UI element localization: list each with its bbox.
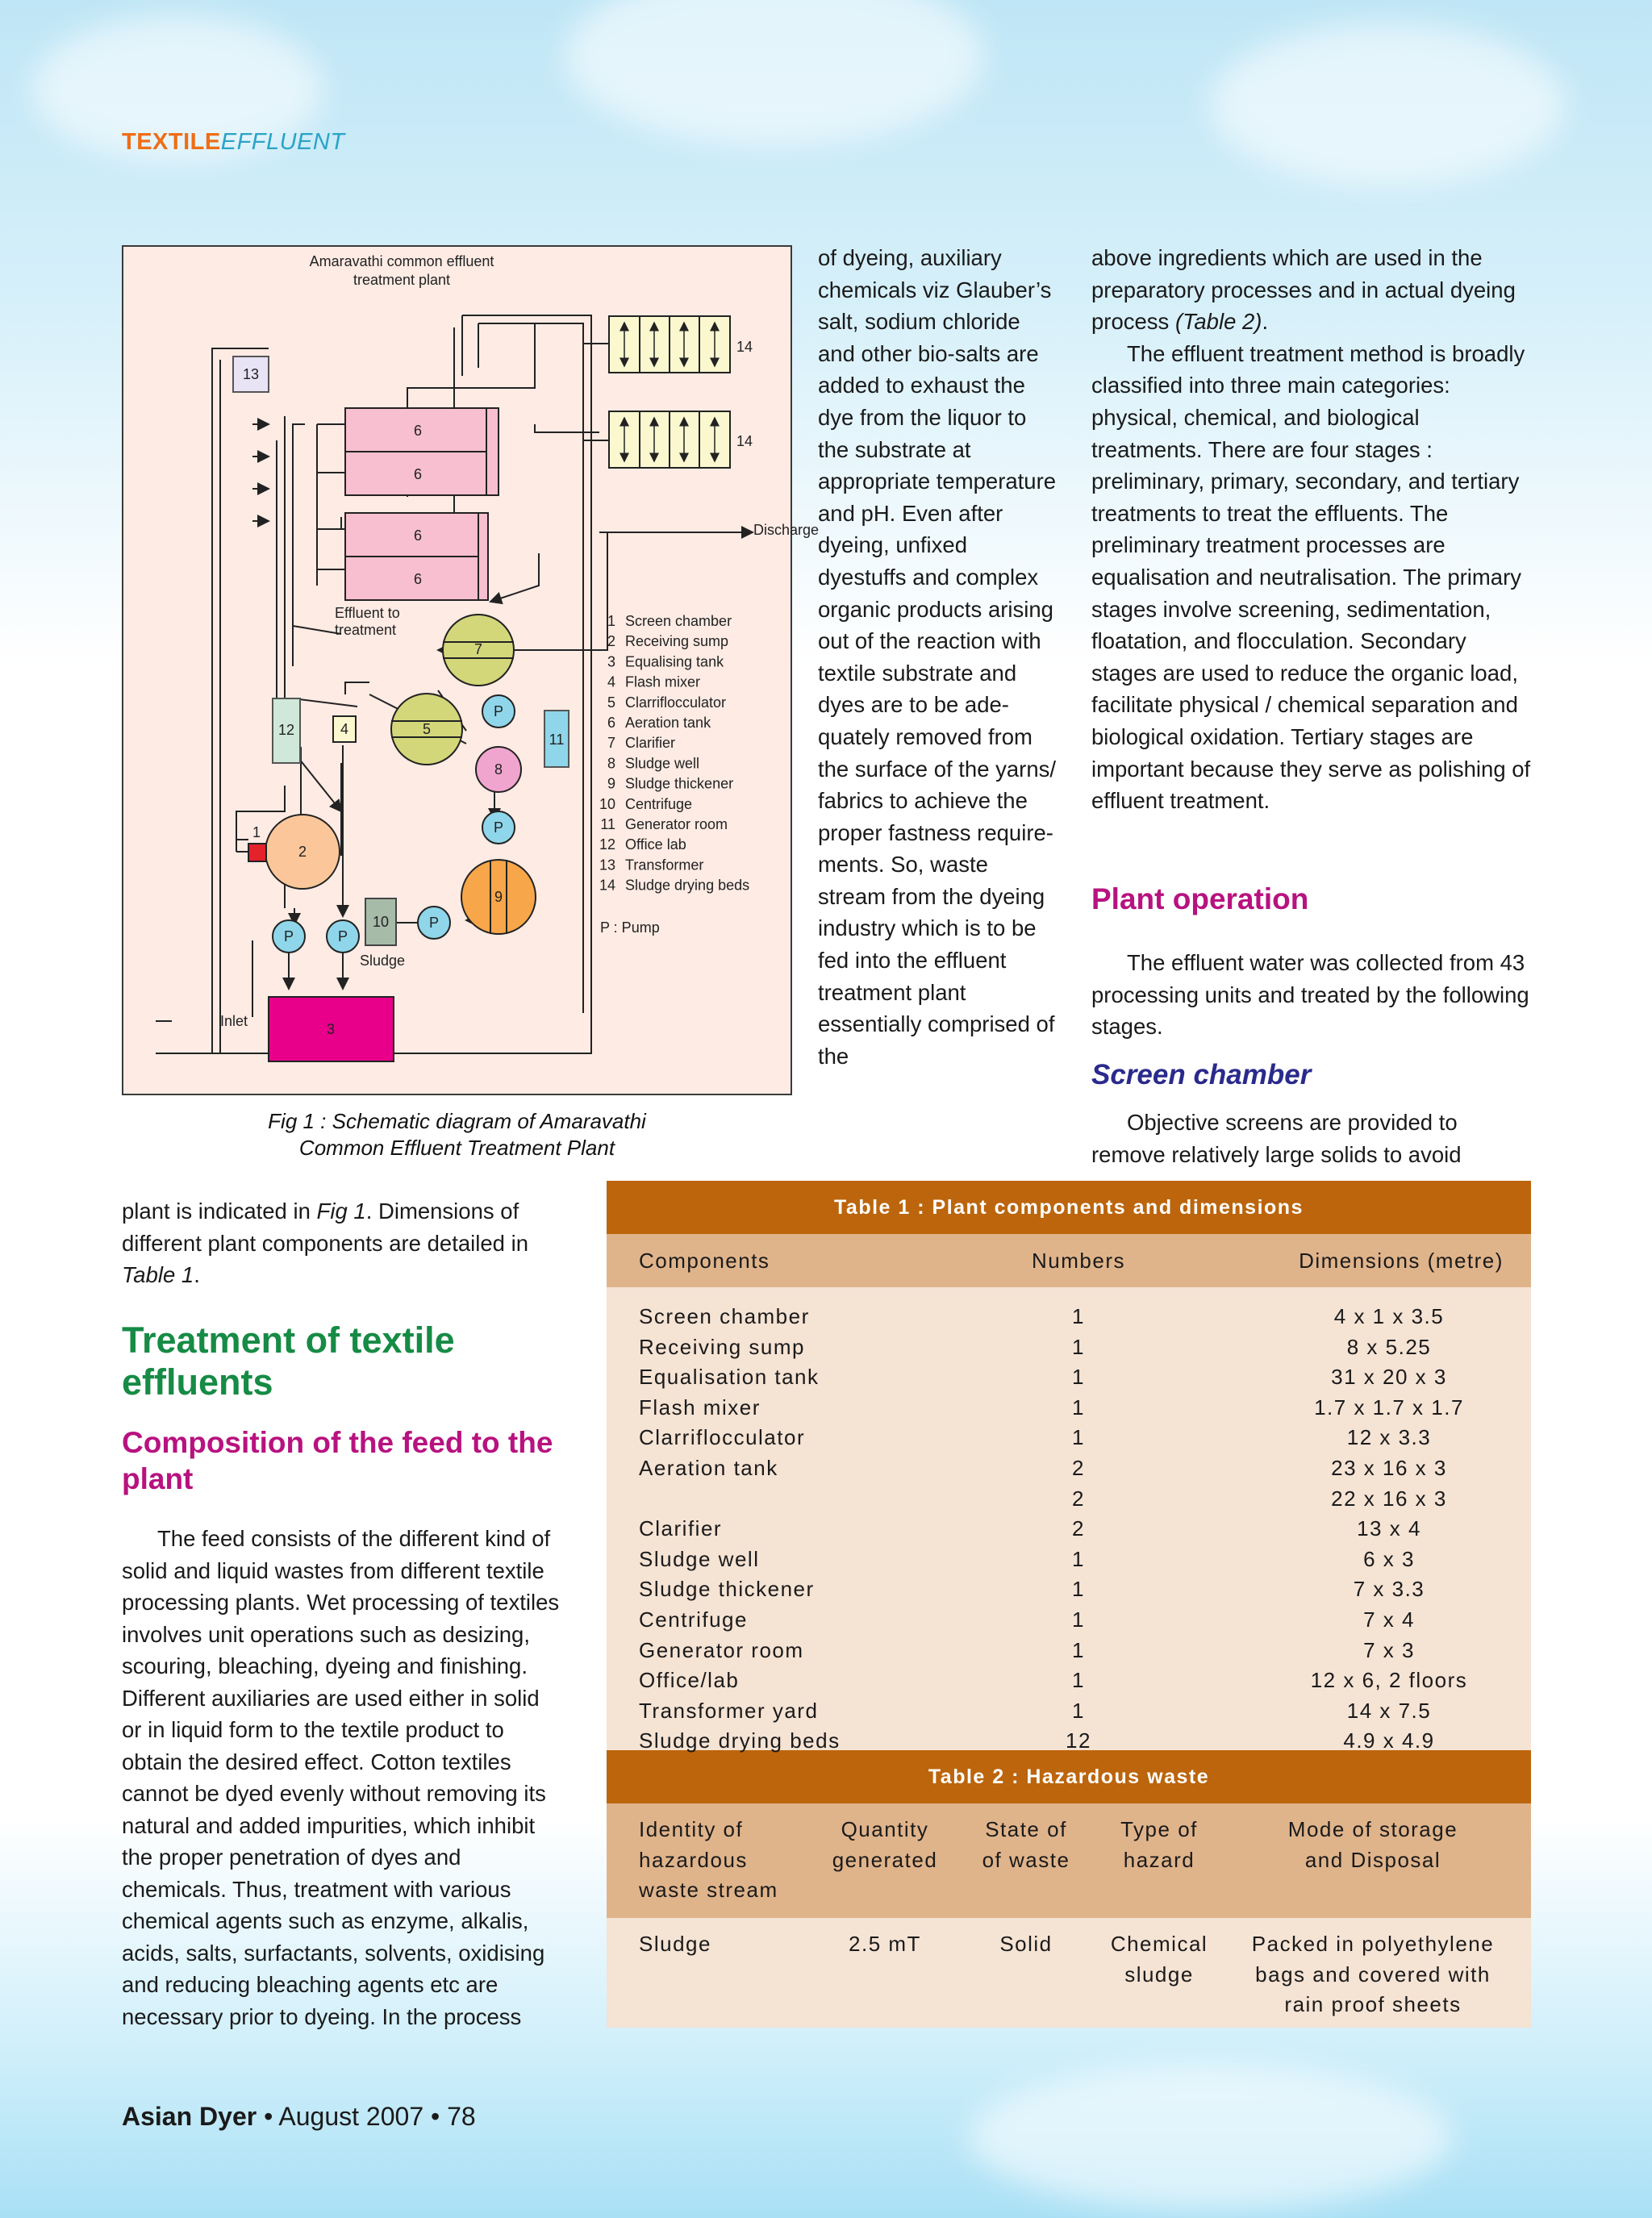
legend-number: 12 [599, 836, 615, 853]
magazine-name: Asian Dyer [122, 2102, 257, 2131]
clarifier-circle [443, 615, 514, 686]
text-span: . [1262, 309, 1269, 335]
table1-cell: 1 [1072, 1365, 1085, 1390]
table2-cell [639, 1929, 800, 1960]
legend-label: Clarriflocculator [625, 694, 727, 711]
table1-cell: 7 x 3 [1363, 1637, 1415, 1662]
legend-number: 7 [607, 735, 615, 752]
table1-cell: 8 x 5.25 [1346, 1334, 1432, 1359]
label-sludge: Sludge [360, 953, 406, 969]
section-tag-italic: EFFLUENT [220, 129, 345, 155]
table2-cell-line: Packed in polyethylene [1251, 1932, 1495, 1956]
receiving-sump-circle [265, 815, 340, 889]
cloud-decoration [565, 0, 984, 145]
table1-row [607, 1636, 1531, 1666]
legend-label: Flash mixer [625, 673, 701, 690]
legend-label: Equalising tank [625, 653, 724, 670]
table1-cell: 1 [1072, 1546, 1085, 1571]
heading-screen-chamber: Screen chamber [1091, 1059, 1312, 1090]
caption-line1: Fig 1 : Schematic diagram of Amaravathi [268, 1109, 646, 1133]
table2-header-line: waste stream [639, 1878, 778, 1903]
table2-cell [1099, 1929, 1220, 1990]
table1-cell: Equalisation tank [639, 1365, 820, 1390]
legend-number: 2 [607, 633, 615, 650]
table1-cell: Sludge well [639, 1546, 760, 1571]
table-reference: Table 1 [122, 1262, 194, 1288]
table1-cell: Centrifuge [639, 1607, 748, 1632]
table1-cell: 31 x 20 x 3 [1331, 1365, 1447, 1390]
label-14a: 14 [736, 339, 753, 355]
label-effluent-to: Effluent to [335, 605, 400, 621]
figure-caption [122, 1108, 792, 1161]
legend-label: Receiving sump [625, 633, 729, 650]
legend-label: Sludge thickener [625, 775, 734, 792]
table1-row [607, 1362, 1531, 1393]
table1-cell: Transformer yard [639, 1698, 819, 1723]
legend-number: 9 [607, 775, 615, 792]
table2-header-line: Type of [1120, 1817, 1198, 1841]
schematic-diagram [123, 247, 820, 1097]
legend-label: Transformer [625, 857, 704, 873]
label-12: 12 [277, 722, 295, 738]
table2-header [607, 1803, 1531, 1918]
table1-cell: Sludge thickener [639, 1577, 815, 1602]
cloud-decoration [1210, 24, 1565, 186]
table1-row [607, 1666, 1531, 1696]
column-right-bottom [1091, 1107, 1533, 1170]
table1-cell: Receiving sump [639, 1334, 805, 1359]
table2-header-cell [1228, 1815, 1518, 1875]
pump-2 [482, 811, 515, 844]
pump-label: P [428, 915, 440, 931]
label-8: 8 [494, 761, 503, 778]
table1-cell: 1 [1072, 1304, 1085, 1328]
legend-label: Clarifier [625, 735, 676, 752]
figure-title-line1: Amaravathi common effluent [309, 253, 494, 269]
table1-header [607, 1234, 1531, 1287]
table1-cell: 23 x 16 x 3 [1331, 1456, 1447, 1480]
table1-cell: 1 [1072, 1607, 1085, 1632]
table1-header-cell: Components [639, 1249, 770, 1273]
table1-cell: 13 x 4 [1357, 1516, 1421, 1541]
table2-title: Table 2 : Hazardous waste [607, 1750, 1531, 1803]
table2-header-cell [1099, 1815, 1220, 1875]
legend-label: Generator room [625, 816, 728, 832]
column-left-body [122, 1523, 561, 2032]
section-tag-bold: TEXTILE [122, 129, 221, 155]
text-span: . Dimensions of different plant components are detailed in [122, 1199, 528, 1256]
section-tag [122, 129, 345, 156]
cloud-decoration [968, 2065, 1452, 2210]
pump-1 [482, 695, 515, 728]
bullet: • [431, 2102, 440, 2131]
label-treatment: treatment [335, 622, 397, 638]
table1-row [607, 1514, 1531, 1545]
table1-cell: 12 [1066, 1728, 1091, 1753]
table2-header-line: State of [985, 1817, 1067, 1841]
legend-label: Sludge well [625, 755, 700, 772]
label-inlet: Inlet [220, 1013, 248, 1029]
table1-cell: 22 x 16 x 3 [1331, 1486, 1447, 1511]
table2-header-line: generated [832, 1847, 938, 1872]
table2-cell-line: 2.5 mT [849, 1932, 921, 1956]
table1-row [607, 1726, 1531, 1757]
table1-row [607, 1332, 1531, 1363]
figure-title-line2: treatment plant [353, 272, 451, 288]
table1-cell: 12 x 3.3 [1346, 1425, 1432, 1450]
table2-header-cell [639, 1815, 800, 1906]
legend-label: Screen chamber [625, 613, 732, 629]
page-footer [122, 2102, 476, 2132]
pump-label: P [493, 703, 504, 719]
table1-cell: 1 [1072, 1637, 1085, 1662]
table1-row [607, 1423, 1531, 1453]
heading-plant-operation: Plant operation [1091, 882, 1309, 915]
pump-4 [273, 920, 305, 953]
column-middle [818, 242, 1060, 1072]
table1-cell: 7 x 3.3 [1353, 1577, 1425, 1602]
legend-label: Aeration tank [625, 715, 711, 731]
table1-cell: Aeration tank [639, 1456, 778, 1480]
text-span: above ingredients which are used in the preparatory processes and in actual dyeing process [1091, 245, 1516, 335]
table1-cell: 1.7 x 1.7 x 1.7 [1314, 1395, 1464, 1420]
legend-number: 13 [599, 857, 615, 873]
table2-cell-line: Chemical [1110, 1932, 1208, 1956]
text-span: plant is indicated in [122, 1199, 317, 1224]
table1-row [607, 1605, 1531, 1636]
table1-cell: Clarriflocculator [639, 1425, 806, 1450]
table1-cell: 1 [1072, 1668, 1085, 1693]
page-number: 78 [447, 2102, 476, 2131]
table2-header-line: hazard [1123, 1847, 1195, 1872]
table1-cell: 2 [1072, 1456, 1085, 1480]
legend-label: Centrifuge [625, 795, 693, 812]
legend-number: 14 [599, 877, 615, 894]
table2-cell-line: bags and covered with [1255, 1962, 1491, 1987]
table2-header-line: Quantity [841, 1817, 929, 1841]
legend-number: 6 [607, 715, 615, 731]
sludge-well-circle [476, 747, 521, 792]
table1-header-cell: Numbers [1032, 1249, 1125, 1273]
sludge-drying-bed-top [609, 316, 753, 373]
label-14b: 14 [736, 433, 753, 449]
legend-number: 3 [607, 653, 615, 670]
table-reference: (Table 2) [1174, 309, 1262, 335]
table2-cell-line: sludge [1124, 1962, 1194, 1987]
label-11: 11 [549, 732, 565, 748]
table2-header-cell [962, 1815, 1091, 1875]
legend-number: 8 [607, 755, 615, 772]
paragraph: of dyeing, auxiliary chemicals viz Glauber’s salt, sodium chloride and other bio-salts are added to exhaust the dye from the liquor to the substrate at appropriate temperature and pH. Even after dyeing, unfixed dyestuffs and complex organic products arising out of the reaction with textile substrate and dyes are to be ade-quately removed from the surface of the yarns/ fabrics to achieve the proper fastness require-ments. So, waste stream from the dyeing industry which is to be fed into the effluent treatment plant essentially comprised of the [818, 245, 1057, 1069]
aeration-tank-upper [345, 408, 499, 495]
pump-label: P [493, 819, 504, 836]
label-2: 2 [298, 844, 307, 860]
table1-row [607, 1302, 1531, 1332]
table2-cell [962, 1929, 1091, 1960]
table2-cell [816, 1929, 953, 1960]
paragraph: The effluent water was collected from 43 processing units and treated by the following stages. [1091, 950, 1529, 1040]
table1-cell: Sludge drying beds [639, 1728, 841, 1753]
table2-cell-line: Sludge [639, 1932, 711, 1956]
table1-cell: 1 [1072, 1577, 1085, 1602]
table2-cell-line: Solid [999, 1932, 1053, 1956]
table1-cell: 4 x 1 x 3.5 [1333, 1304, 1445, 1328]
label-6d: 6 [413, 571, 423, 587]
table2-header-line: Identity of [639, 1817, 744, 1841]
legend-number: 10 [599, 795, 615, 812]
issue-date: August 2007 [278, 2102, 424, 2131]
label-9: 9 [494, 889, 503, 905]
column-left-top [122, 1195, 561, 1291]
table1-row [607, 1393, 1531, 1424]
schematic-figure [122, 245, 820, 1095]
table2-header-line: of waste [982, 1847, 1070, 1872]
paragraph [122, 1195, 561, 1291]
legend-label: Sludge drying beds [625, 877, 750, 894]
caption-line2: Common Effluent Treatment Plant [298, 1136, 615, 1160]
label-10: 10 [372, 914, 390, 930]
table1-cell: 1 [1072, 1425, 1085, 1450]
table2-header-cell [816, 1815, 953, 1875]
text-span: . [194, 1262, 200, 1288]
table1-cell: 1 [1072, 1698, 1085, 1723]
table2-cell-line: rain proof sheets [1284, 1992, 1462, 2017]
label-discharge: Discharge [753, 522, 820, 538]
screen-chamber-box [248, 844, 266, 861]
table1-cell: Flash mixer [639, 1395, 761, 1420]
table2-body [607, 1918, 1531, 2028]
table1-cell: 2 [1072, 1516, 1085, 1541]
pump-label: P [337, 928, 348, 944]
tables-block [607, 1181, 1531, 2028]
table1-row [607, 1453, 1531, 1484]
paragraph: Objective screens are provided to remove relatively large solids to avoid [1091, 1110, 1462, 1167]
label-6b: 6 [413, 466, 423, 482]
clarriflocculator-circle [391, 694, 462, 765]
table1-cell: Office/lab [639, 1668, 740, 1693]
paragraph: The effluent treatment method is broadly classified into three main categories: physical, chemical, and biological treatments. There are four stages : preliminary, primary, secondary, and tertiary treatments to treat the effluents. The preliminary treatment processes are equalisation and neutralisation. The primary stages involve screening, sedimentation, floatation, and flocculation. Secondary stages are used to reduce the organic load, facilitate physical / chemical separation and biological oxidation. Tertiary stages are important because they serve as polishing of effluent treatment. [1091, 340, 1531, 814]
figure-reference: Fig 1 [316, 1199, 366, 1224]
column-right-lower [1091, 947, 1533, 1043]
paragraph: The feed consists of the different kind of solid and liquid wastes from different textile processing plants. Wet processing of textiles involves unit operations such as desizing, scouring, bleaching, dyeing and finishing. Different auxiliaries are used either in solid or in liquid form to the textile product to obtain the desired effect. Cotton textiles cannot be dyed evenly without removing its natural and added impurities, which inhibit the proper penetration of dyes and chemicals. Thus, treatment with various chemical agents such as enzyme, alkalis, acids, salts, surfactants, solvents, oxidising and reducing bleaching agents etc are necessary prior to dyeing. In the process [122, 1526, 560, 2029]
aeration-tank-lower [345, 513, 488, 600]
table1-row [607, 1484, 1531, 1515]
table1-cell: Clarifier [639, 1516, 723, 1541]
table1-row [607, 1574, 1531, 1605]
table1-cell: Generator room [639, 1637, 804, 1662]
label-6a: 6 [413, 423, 423, 439]
legend-number: 1 [607, 613, 615, 629]
table1-cell: 6 x 3 [1363, 1546, 1415, 1571]
pump-5 [327, 920, 359, 953]
bullet: • [264, 2102, 273, 2131]
label-13: 13 [242, 366, 260, 382]
paragraph [1091, 242, 1533, 338]
table1-cell: 1 [1072, 1395, 1085, 1420]
label-7: 7 [473, 641, 483, 657]
table1-cell: 4.9 x 4.9 [1343, 1728, 1435, 1753]
heading-composition: Composition of the feed to the plant [122, 1426, 553, 1495]
table1-cell: 7 x 4 [1363, 1607, 1415, 1632]
table2-header-line: and Disposal [1304, 1847, 1441, 1872]
figure-legend [599, 613, 749, 894]
label-1: 1 [252, 824, 261, 840]
table1-body [607, 1287, 1531, 1753]
table1-row [607, 1545, 1531, 1575]
legend-number: 11 [600, 816, 615, 832]
table2-cell [1228, 1929, 1518, 2020]
label-3: 3 [326, 1021, 336, 1037]
table1-row [607, 1696, 1531, 1727]
table2-header-line: hazardous [639, 1847, 748, 1872]
legend-number: 5 [607, 694, 615, 711]
table1-cell: 14 x 7.5 [1346, 1698, 1432, 1723]
table1-header-cell: Dimensions (metre) [1299, 1249, 1504, 1273]
heading-treatment: Treatment of textile effluents [122, 1320, 455, 1403]
legend-pump: P : Pump [600, 919, 660, 936]
sludge-drying-bed-bottom [609, 411, 753, 468]
table1-title: Table 1 : Plant components and dimensions [607, 1181, 1531, 1234]
table1-cell: Screen chamber [639, 1304, 810, 1328]
table2-header-line: Mode of storage [1287, 1817, 1458, 1841]
legend-number: 4 [607, 673, 615, 690]
table1-cell: 12 x 6, 2 floors [1310, 1668, 1468, 1693]
column-right [1091, 242, 1533, 817]
pump-3 [418, 907, 450, 939]
label-4: 4 [340, 721, 349, 737]
table1-cell: 1 [1072, 1334, 1085, 1359]
pump-label: P [283, 928, 294, 944]
sludge-thickener-circle [461, 860, 536, 934]
legend-label: Office lab [625, 836, 686, 853]
label-5: 5 [422, 721, 432, 737]
label-6c: 6 [413, 527, 423, 544]
table1-cell: 2 [1072, 1486, 1085, 1511]
